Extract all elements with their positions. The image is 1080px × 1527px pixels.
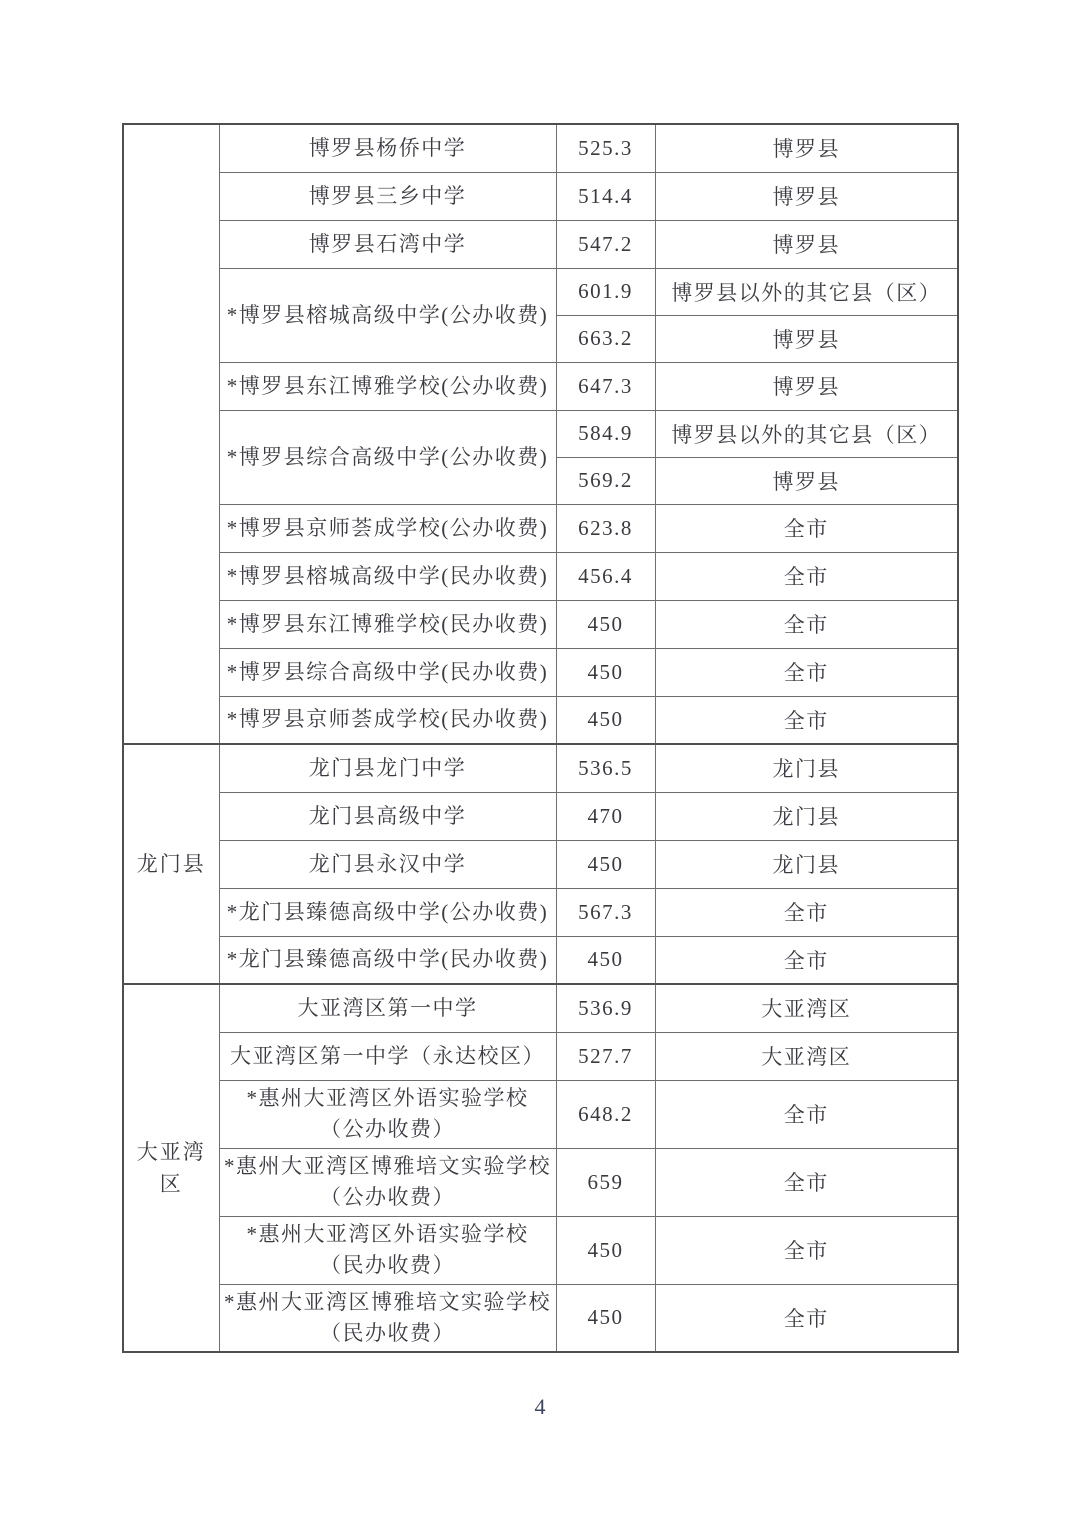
admission-area-cell: 博罗县 (655, 362, 958, 410)
school-cell (219, 696, 556, 744)
table-row (123, 410, 958, 457)
score-cell: 567.3 (556, 888, 655, 936)
school-cell (219, 840, 556, 888)
admission-area-cell: 大亚湾区 (655, 984, 958, 1032)
school-name-line: *惠州大亚湾区外语实验学校 (246, 1222, 529, 1246)
school-name-line: *博罗县东江博雅学校(民办收费) (226, 611, 549, 636)
school-name-line: 龙门县永汉中学 (308, 851, 467, 876)
table-row (123, 1148, 958, 1216)
score-cell: 648.2 (556, 1080, 655, 1148)
school-name-line: 龙门县高级中学 (308, 803, 467, 828)
region-label: 龙门县 (136, 852, 206, 876)
table-row (123, 1216, 958, 1284)
school-name-line: *龙门县臻德高级中学(民办收费) (226, 947, 549, 972)
school-name-line: （民办收费） (320, 1253, 455, 1277)
school-name-line: *博罗县东江博雅学校(公办收费) (226, 373, 549, 398)
table-row (123, 504, 958, 552)
school-cell (219, 648, 556, 696)
admission-area-cell: 博罗县 (655, 124, 958, 172)
score-cell: 623.8 (556, 504, 655, 552)
table-row (123, 648, 958, 696)
table-row (123, 220, 958, 268)
table-row (123, 552, 958, 600)
table-row (123, 362, 958, 410)
score-cell: 647.3 (556, 362, 655, 410)
admission-area-cell: 全市 (655, 888, 958, 936)
admission-area-cell: 博罗县 (655, 457, 958, 504)
school-cell (219, 792, 556, 840)
admission-area-cell: 大亚湾区 (655, 1032, 958, 1080)
score-cell: 527.7 (556, 1032, 655, 1080)
school-cell (219, 1080, 556, 1148)
school-name-line: *博罗县综合高级中学(公办收费) (226, 444, 549, 469)
school-cell (219, 220, 556, 268)
page-number: 4 (534, 1394, 546, 1419)
school-cell (219, 124, 556, 172)
admission-area-cell: 龙门县 (655, 792, 958, 840)
admission-area-cell: 博罗县 (655, 315, 958, 362)
table-row (123, 1080, 958, 1148)
score-cell: 547.2 (556, 220, 655, 268)
school-cell (219, 744, 556, 792)
score-cell: 663.2 (556, 315, 655, 362)
admission-area-cell: 全市 (655, 600, 958, 648)
admission-area-cell: 全市 (655, 1080, 958, 1148)
table-row (123, 888, 958, 936)
table-row (123, 840, 958, 888)
scores-table-body (123, 124, 958, 1352)
school-cell (219, 1148, 556, 1216)
school-cell (219, 268, 556, 362)
table-row (123, 124, 958, 172)
score-cell: 601.9 (556, 268, 655, 315)
school-name-line: 大亚湾区第一中学 (297, 995, 478, 1020)
table-row (123, 696, 958, 744)
region-cell (123, 744, 219, 984)
score-cell: 450 (556, 696, 655, 744)
school-name-line: *博罗县榕城高级中学(公办收费) (226, 302, 549, 327)
table-row (123, 600, 958, 648)
region-cell (123, 124, 219, 744)
school-name-line: *博罗县榕城高级中学(民办收费) (226, 563, 549, 588)
school-name-line: 博罗县三乡中学 (308, 183, 467, 208)
admission-area-cell: 全市 (655, 936, 958, 984)
admission-area-cell: 龙门县 (655, 840, 958, 888)
school-name-line: *博罗县综合高级中学(民办收费) (226, 659, 549, 684)
score-cell: 525.3 (556, 124, 655, 172)
school-cell (219, 888, 556, 936)
school-cell (219, 600, 556, 648)
table-row (123, 984, 958, 1032)
school-cell (219, 504, 556, 552)
admission-area-cell: 全市 (655, 552, 958, 600)
school-name-line: 大亚湾区第一中学（永达校区） (230, 1043, 545, 1068)
school-cell (219, 984, 556, 1032)
table-row (123, 1284, 958, 1352)
admission-area-cell: 博罗县以外的其它县（区） (655, 410, 958, 457)
school-cell (219, 172, 556, 220)
school-cell (219, 1032, 556, 1080)
school-name-line: *惠州大亚湾区外语实验学校 (246, 1086, 529, 1110)
school-name-line: *博罗县京师荟成学校(公办收费) (226, 515, 549, 540)
school-name-line: *博罗县京师荟成学校(民办收费) (226, 707, 549, 732)
score-cell: 450 (556, 1216, 655, 1284)
admission-area-cell: 全市 (655, 504, 958, 552)
score-cell: 470 (556, 792, 655, 840)
school-cell (219, 552, 556, 600)
school-cell (219, 936, 556, 984)
admission-area-cell: 全市 (655, 1284, 958, 1352)
table-row (123, 936, 958, 984)
table-row (123, 792, 958, 840)
admission-area-cell: 全市 (655, 1148, 958, 1216)
school-name-line: （公办收费） (320, 1185, 455, 1209)
table-row (123, 744, 958, 792)
score-cell: 514.4 (556, 172, 655, 220)
score-cell: 450 (556, 600, 655, 648)
score-cell: 569.2 (556, 457, 655, 504)
admission-area-cell: 全市 (655, 1216, 958, 1284)
score-cell: 536.9 (556, 984, 655, 1032)
score-cell: 659 (556, 1148, 655, 1216)
score-cell: 456.4 (556, 552, 655, 600)
score-cell: 450 (556, 936, 655, 984)
table-row (123, 268, 958, 315)
school-name-line: *惠州大亚湾区博雅培文实验学校 (224, 1289, 551, 1314)
score-cell: 536.5 (556, 744, 655, 792)
admission-area-cell: 博罗县以外的其它县（区） (655, 268, 958, 315)
school-name-line: 龙门县龙门中学 (308, 755, 467, 780)
admission-area-cell: 博罗县 (655, 220, 958, 268)
score-cell: 450 (556, 648, 655, 696)
admission-area-cell: 全市 (655, 696, 958, 744)
scores-table (122, 123, 959, 1353)
school-cell (219, 1284, 556, 1352)
school-cell (219, 362, 556, 410)
score-cell: 450 (556, 840, 655, 888)
admission-area-cell: 全市 (655, 648, 958, 696)
score-cell: 584.9 (556, 410, 655, 457)
school-cell (219, 410, 556, 504)
school-name-line: （民办收费） (320, 1320, 455, 1345)
school-name-line: 博罗县石湾中学 (308, 231, 467, 256)
table-row (123, 172, 958, 220)
score-cell: 450 (556, 1284, 655, 1352)
school-cell (219, 1216, 556, 1284)
admission-area-cell: 龙门县 (655, 744, 958, 792)
region-cell (123, 984, 219, 1352)
admission-area-cell: 博罗县 (655, 172, 958, 220)
table-row (123, 1032, 958, 1080)
school-name-line: *龙门县臻德高级中学(公办收费) (226, 899, 549, 924)
school-name-line: *惠州大亚湾区博雅培文实验学校 (224, 1154, 551, 1178)
school-name-line: （公办收费） (320, 1117, 455, 1141)
region-label: 大亚湾区 (136, 1140, 206, 1196)
school-name-line: 博罗县杨侨中学 (308, 135, 467, 160)
